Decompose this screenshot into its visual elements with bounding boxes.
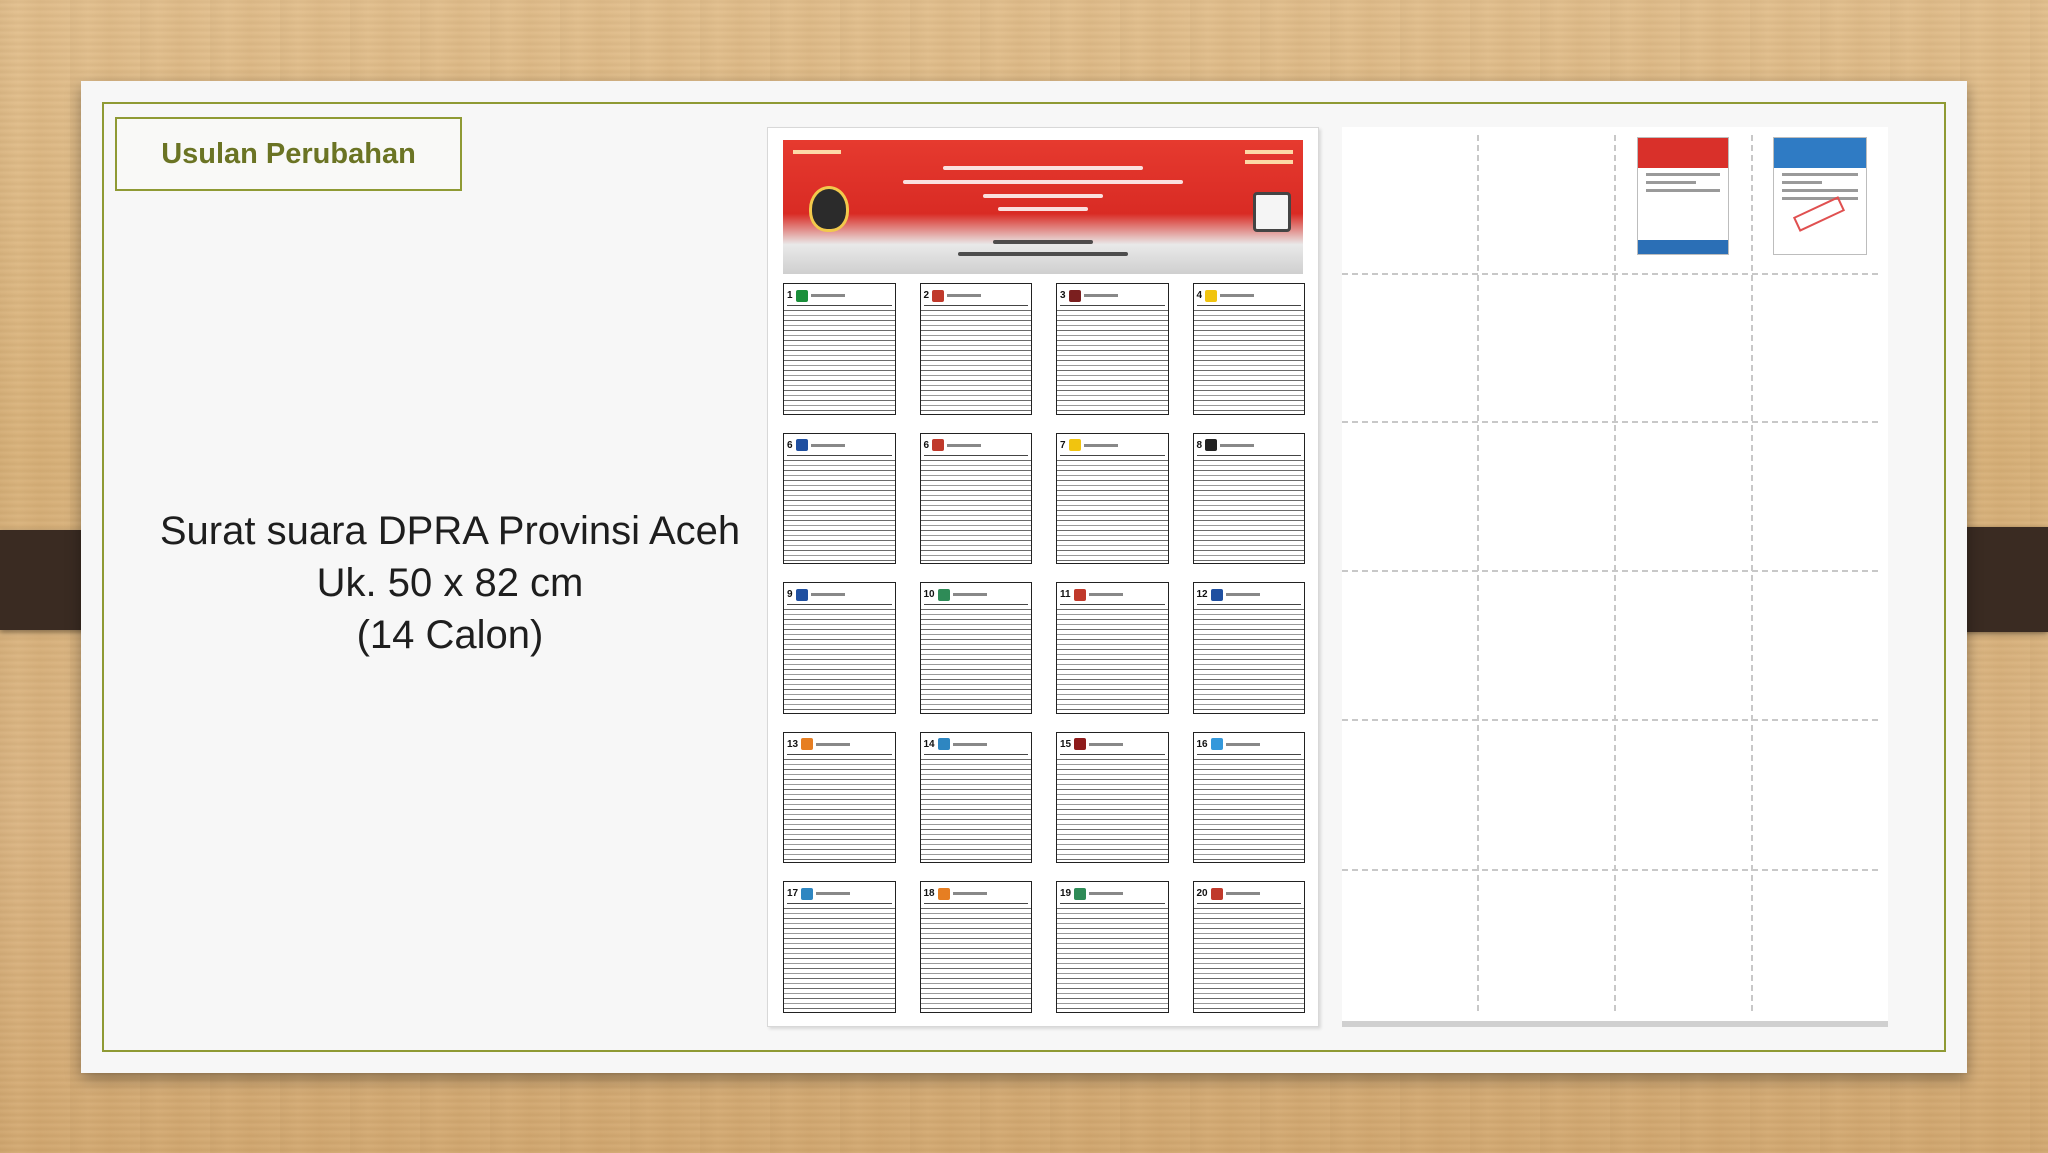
- party-number: 8: [1196, 439, 1203, 451]
- party-column: [1056, 283, 1169, 415]
- party-logo-icon: [1074, 738, 1086, 750]
- party-number: 18: [923, 888, 935, 900]
- party-column: [920, 582, 1033, 714]
- party-logo-icon: [938, 738, 950, 750]
- caption-candidates: (14 Calon): [356, 613, 544, 657]
- party-header: [787, 884, 892, 904]
- proposal-label-text: Usulan Perubahan: [161, 137, 416, 170]
- party-number: 17: [787, 888, 799, 900]
- header-line-5: [993, 240, 1093, 244]
- header-line-6: [958, 252, 1128, 256]
- party-header: [787, 286, 892, 306]
- party-column: [1193, 433, 1306, 565]
- party-number: 1: [787, 290, 793, 301]
- kpu-logo-icon: [809, 186, 849, 232]
- party-number: 12: [1196, 589, 1208, 601]
- party-header: [1197, 436, 1302, 456]
- party-column: [1193, 283, 1306, 415]
- party-number: 15: [1060, 738, 1072, 750]
- party-header: [924, 436, 1029, 456]
- party-column: [783, 283, 896, 415]
- party-header: [924, 286, 1029, 306]
- party-column: [783, 582, 896, 714]
- party-header: [1060, 286, 1165, 306]
- party-number: 19: [1060, 888, 1072, 900]
- party-logo-icon: [1069, 439, 1081, 451]
- header-line-3: [983, 194, 1103, 198]
- party-number: 3: [1060, 290, 1066, 301]
- party-column: [920, 283, 1033, 415]
- party-number: 11: [1060, 589, 1071, 601]
- party-logo-icon: [1211, 888, 1223, 900]
- party-header: [924, 585, 1029, 605]
- header-line-2: [903, 180, 1183, 184]
- header-line-4: [998, 207, 1088, 211]
- party-header: [1060, 735, 1165, 755]
- party-logo-icon: [1205, 439, 1217, 451]
- caption-size: Uk. 50 x 82 cm: [316, 561, 584, 605]
- ballot-back-thumbnail: [1773, 137, 1867, 255]
- party-column: [1056, 433, 1169, 565]
- party-header: [1197, 735, 1302, 755]
- party-logo-icon: [1205, 290, 1217, 302]
- party-column: [783, 881, 896, 1013]
- party-header: [787, 735, 892, 755]
- party-column: [1193, 582, 1306, 714]
- party-number: 9: [787, 589, 793, 601]
- party-header: [1197, 286, 1302, 306]
- party-number: 16: [1196, 738, 1208, 750]
- party-number: 14: [923, 738, 935, 750]
- party-number: 6: [787, 439, 793, 451]
- party-logo-icon: [1211, 589, 1223, 601]
- party-header: [1197, 585, 1302, 605]
- party-header: [787, 436, 892, 456]
- party-header: [1197, 884, 1302, 904]
- party-logo-icon: [932, 439, 944, 451]
- print-layout-sheet: [1342, 127, 1888, 1027]
- party-logo-icon: [1074, 589, 1086, 601]
- party-column: [920, 881, 1033, 1013]
- party-number: 4: [1196, 290, 1203, 301]
- party-logo-icon: [932, 290, 944, 302]
- caption-title: Surat suara DPRA Provinsi Aceh: [159, 509, 741, 553]
- party-logo-icon: [938, 589, 950, 601]
- party-column: [1056, 881, 1169, 1013]
- party-column: [920, 433, 1033, 565]
- party-column: [1056, 582, 1169, 714]
- party-column: [920, 732, 1033, 864]
- party-number: 7: [1060, 439, 1066, 451]
- header-line-1: [943, 166, 1143, 170]
- party-header: [1060, 884, 1165, 904]
- proposal-label: [115, 117, 462, 191]
- party-logo-icon: [801, 738, 813, 750]
- ballot-preview: [767, 127, 1319, 1027]
- party-number: 10: [923, 589, 935, 601]
- party-number: 13: [787, 738, 799, 750]
- party-header: [924, 735, 1029, 755]
- party-logo-icon: [1211, 738, 1223, 750]
- party-header: [787, 585, 892, 605]
- party-number: 6: [923, 439, 930, 451]
- party-logo-icon: [796, 589, 808, 601]
- ballot-cover-thumbnail: [1637, 137, 1729, 255]
- party-header: [1060, 436, 1165, 456]
- party-logo-icon: [801, 888, 813, 900]
- party-number: 20: [1196, 888, 1208, 900]
- party-logo-icon: [938, 888, 950, 900]
- party-logo-icon: [1069, 290, 1081, 302]
- party-logo-icon: [796, 290, 808, 302]
- party-column: [783, 433, 896, 565]
- party-logo-icon: [1074, 888, 1086, 900]
- ballot-header: [783, 140, 1303, 274]
- party-header: [924, 884, 1029, 904]
- party-grid: [783, 283, 1305, 1013]
- party-logo-icon: [796, 439, 808, 451]
- party-number: 2: [923, 290, 930, 301]
- party-column: [1193, 881, 1306, 1013]
- party-column: [1056, 732, 1169, 864]
- party-header: [1060, 585, 1165, 605]
- party-column: [783, 732, 896, 864]
- ballot-box-icon: [1253, 192, 1291, 232]
- party-column: [1193, 732, 1306, 864]
- ballot-caption: [130, 505, 770, 661]
